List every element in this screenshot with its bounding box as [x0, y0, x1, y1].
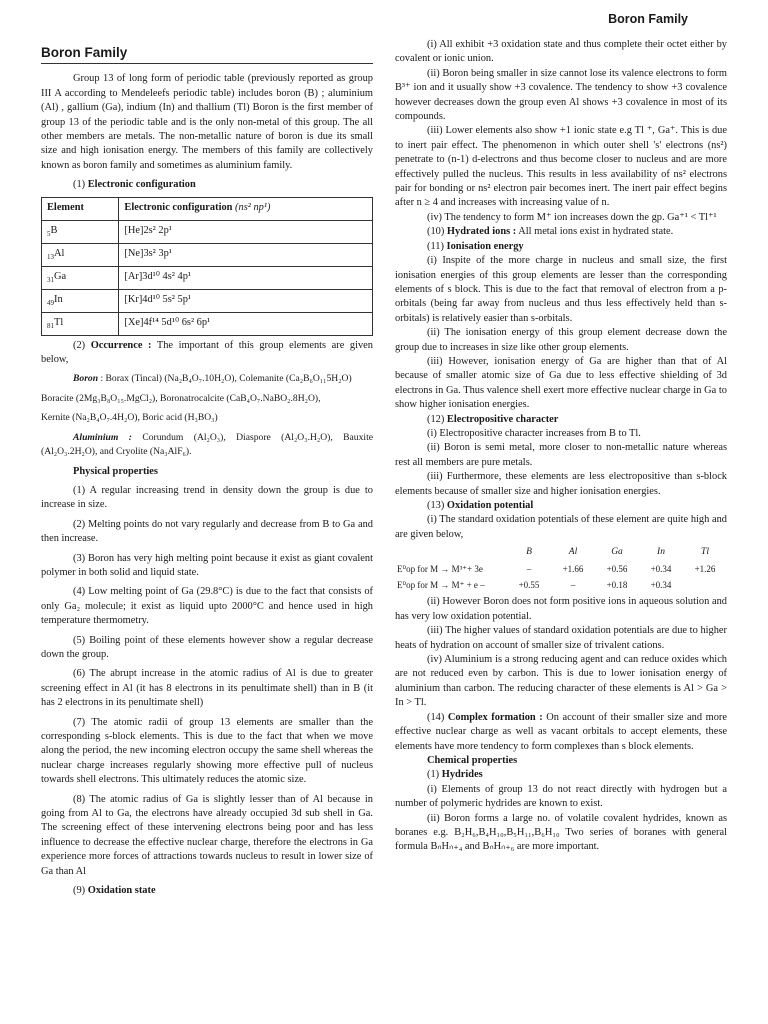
table-row	[42, 312, 373, 335]
oxidation-state-heading: (9) Oxidation state	[73, 885, 156, 897]
physical-property-item: (5) Boiling point of these elements however show a regular decrease down the group.	[41, 634, 373, 660]
table-header-config	[119, 197, 373, 220]
oxidation-potential-point: (iv) Aluminium is a strong reducing agent and can reduce oxides which are not reduced even by carbon. This is due to lower ionisation energy of aluminium than carbon. The reducing character of these elements is Al > Ga > In > Tl.	[395, 654, 727, 709]
section-title: Boron Family	[41, 38, 373, 64]
element-cell: $_{31}$Ga	[42, 266, 119, 289]
table-row	[395, 577, 727, 593]
table-header-row	[395, 544, 727, 560]
table-row	[42, 289, 373, 312]
electropositive-point: (iii) Furthermore, these elements are less electropositive than s-block elements because of smaller size and higher ionisation energies.	[395, 471, 727, 497]
table-row	[42, 220, 373, 243]
right-column	[395, 38, 727, 855]
boron-minerals-line2: Boracite (2Mg₃B₈O₁₅.MgCl₂), Boronatrocalcite (CaB₄O₇.NaBO₂.8H₂O),	[41, 392, 321, 404]
hydride-point: (i) Elements of group 13 do not react directly with hydrogen but a number of polymeric hydrides are known to exist.	[395, 783, 727, 810]
physical-property-item: (4) Low melting point of Ga (29.8°C) is due to the fact that consists of only Ga₂ molecule; it exist as liquid upto 2000°C and hence used in high temperature thermometry.	[41, 586, 373, 627]
table-header-config-suffix: (ns² np¹)	[235, 202, 271, 214]
value-cell: +0.34	[650, 580, 672, 591]
physical-property-item: (6) The abrupt increase in the atomic radius of Al is due to greater screening effect in Al (it has 8 electrons in its penultimate shell) than in B (it has 2 electrons in its penultimate shell)	[41, 668, 373, 709]
boron-minerals: Boron : Borax (Tincal) (Na₂B₄O₇.10H₂O), Colemanite (Ca₂B₆O₁₁5H₂O)	[73, 373, 352, 385]
oxidation-point: (ii) Boron being smaller in size cannot lose its valence electrons to form B³⁺ ion and it usually show +3 covalence. The tendency to show +3 covalence however decreases down the group even Al shows +3 covalence in most of its compounds.	[395, 67, 727, 123]
aluminium-label: Aluminium :	[73, 431, 132, 443]
electronic-config-table	[41, 197, 373, 336]
value-cell: +0.55	[518, 580, 540, 591]
hydrides-heading: (1) Hydrides	[427, 769, 483, 781]
physical-property-item: (1) A regular increasing trend in density down the group is due to increase in size.	[41, 484, 373, 511]
value-cell: +1.26	[694, 563, 716, 574]
intro-paragraph: Group 13 of long form of periodic table (previously reported as group III A according to Mendeleefs periodic table) includes boron (B) ; aluminium (Al) , gallium (Ga), indium (In) and thallium (Tl) Boron is the first member of group 13 of the periodic table and is the only non-metal of this group. The all other members are metals. The non-metallic nature of boron is due its small size and high ionisation energy. The members of this family are collectively known as boron family and sometimes as aluminium family.	[41, 73, 373, 171]
value-cell: –	[570, 580, 576, 591]
column-header: B	[526, 547, 532, 558]
row-label: E⁰op for M → M⁺ + e –	[397, 580, 485, 591]
hydride-point: (ii) Boron forms a large no. of volatile covalent hydrides, known as boranes e.g. B₂H₆,B₄H₁₀,B₅H₁₁,B₆H₁₀ Two series of boranes with general formula BₙHₙ₊₄ and BₙHₙ₊₆ are more important.	[395, 812, 727, 853]
ionisation-point: (i) Inspite of the more charge in nucleus and small size, the first ionisation energies of this group elements are lesser than the corresponding elements of s block. This is due to the fact that removal of electron from a p-orbitals (being far away from nucleus and thus less effectively held than s-orbitals) is relatively easier than s-orbitals.	[395, 255, 727, 324]
left-column	[41, 38, 373, 898]
table-row	[42, 243, 373, 266]
element-cell: $_{13}$Al	[42, 243, 119, 266]
complex-formation-paragraph: (14) Complex formation : On account of their smaller size and more effective nuclear charge as well as vacant orbitals to accept elements, these elements have more tendency to form complexes than s block elements.	[395, 711, 727, 752]
row-label: E⁰op for M → M³⁺+ 3e	[397, 563, 483, 574]
value-cell	[683, 577, 727, 593]
table-header-row	[42, 197, 373, 220]
heading-label: Electronic configuration	[87, 179, 196, 191]
heading-number: (1)	[73, 179, 86, 191]
column-header: In	[657, 547, 665, 558]
oxidation-potential-point: (iii) The higher values of standard oxidation potentials are due to higher heats of hydration on account of smaller size of trivalent cations.	[395, 625, 727, 651]
electronic-config-heading	[41, 178, 373, 192]
physical-properties-heading: Physical properties	[73, 465, 158, 477]
boron-minerals-line3: Kernite (Na₂B₄O₇.4H₂O), Boric acid (H₃BO₃)	[41, 412, 218, 424]
ionisation-point: (iii) However, ionisation energy of Ga are higher than that of Al because of smaller atomic size of Ga due to less effective shielding of 3d electrons in Ga. Thus valence shell exert more effective nuclear charge in Ga to show higher ionisation energies.	[395, 355, 727, 411]
value-cell: +1.66	[562, 563, 584, 574]
oxidation-potential-point: (ii) However Boron does not form positive ions in aqueous solution and has very low oxidation potential.	[395, 596, 727, 622]
oxidation-potential-table	[395, 544, 727, 593]
config-cell: [Ar]3d¹⁰ 4s² 4p¹	[119, 266, 373, 289]
value-cell: +0.34	[650, 563, 672, 574]
physical-property-item: (7) The atomic radii of group 13 elements are smaller than the corresponding s-block elements. This is due to the fact that when we move along the period, the new incoming electron occupy the same shell whereas the nuclear charge increases regularly showing more effective pull of nucleus towards shell electrons. This ultimately reduces the atomic size.	[41, 716, 373, 786]
oxidation-potential-intro: (i) The standard oxidation potentials of these element are quite high and are given below,	[395, 514, 727, 540]
config-cell: [Xe]4f¹⁴ 5d¹⁰ 6s² 6p¹	[119, 312, 373, 335]
running-header-title: Boron Family	[608, 12, 688, 26]
electropositive-heading: (12) Electropositive character	[427, 413, 559, 425]
table-row	[395, 561, 727, 577]
occurrence-paragraph: (2) Occurrence : The important of this group elements are given below,	[41, 339, 373, 366]
config-cell: [Ne]3s² 3p¹	[119, 243, 373, 266]
physical-property-item: (3) Boron has very high melting point because it exist as giant covalent polymer in both solid and liquid state.	[41, 552, 373, 578]
config-cell: [Kr]4d¹⁰ 5s² 5p¹	[119, 289, 373, 312]
value-cell: +0.18	[606, 580, 628, 591]
table-row	[42, 266, 373, 289]
ionisation-energy-heading: (11) Ionisation energy	[427, 240, 524, 252]
physical-property-item: (2) Melting points do not vary regularly and decrease from B to Ga and then increase.	[41, 518, 373, 545]
physical-property-item: (8) The atomic radius of Ga is slightly lesser than of Al because in going from Al to Ga, the electrons have already occupied 3d sub shell in Ga. The screening effect of these intervening electrons being poor and has less influence to decrease the effective nuclear charge, therefore the electrons in Ga experience more forces of attractions towards nucleus to result in lower size of Ga than Al	[41, 793, 373, 877]
hydrated-ions-paragraph: (10) Hydrated ions : All metal ions exist in hydrated state.	[427, 226, 674, 238]
occurrence-label: Occurrence :	[90, 339, 152, 351]
chemical-properties-heading: Chemical properties	[427, 754, 518, 766]
oxidation-point: (i) All exhibit +3 oxidation state and thus complete their octet either by covalent or ionic union.	[395, 39, 727, 65]
element-cell: $_{49}$In	[42, 289, 119, 312]
electropositive-point: (ii) Boron is semi metal, more closer to non-metallic nature whereas rest all members are pure metals.	[395, 442, 727, 468]
element-cell: $_{81}$Tl	[42, 312, 119, 335]
column-header: Al	[568, 547, 578, 558]
element-cell: $_5$B	[42, 220, 119, 243]
oxidation-point: (iii) Lower elements also show +1 ionic state e.g Tl ⁺, Ga⁺. This is due to inert pair effect. The phenomenon in which outer shell 's' electrons (ns²) penetrate to (n-1) d-electrons and thus become closer to nucleus and are more effectively pulled the nucleus. This results in less availability of ns² electrons pair for bonding or ns² electron pair becomes inert. The inert pair effect begins after n ≥ 4 and increases with increasing value of n.	[395, 125, 727, 209]
table-header-element: Element	[42, 197, 119, 220]
column-header: Tl	[701, 547, 709, 558]
oxidation-potential-heading: (13) Oxidation potential	[427, 500, 534, 511]
boron-label: Boron	[73, 373, 99, 385]
column-header: Ga	[611, 547, 623, 558]
aluminium-minerals: Aluminium : Corundum (Al₂O₃), Diaspore (Al₂O₃.H₂O), Bauxite (Al₂O₃.2H₂O), and Cryolite (Na₃AlF₆).	[41, 431, 373, 458]
table-header-config-label: Electronic configuration	[124, 202, 233, 214]
value-cell: –	[526, 563, 532, 574]
config-cell: [He]2s² 2p¹	[119, 220, 373, 243]
electropositive-point: (i) Electropositive character increases from B to Tl.	[427, 427, 641, 439]
ionisation-point: (ii) The ionisation energy of this group element decrease down the group due to increases in size like other group elements.	[395, 327, 727, 353]
oxidation-point: (iv) The tendency to form M⁺ ion increases down the gp. Ga⁺¹ < Tl⁺¹	[427, 211, 717, 223]
value-cell: +0.56	[606, 563, 628, 574]
